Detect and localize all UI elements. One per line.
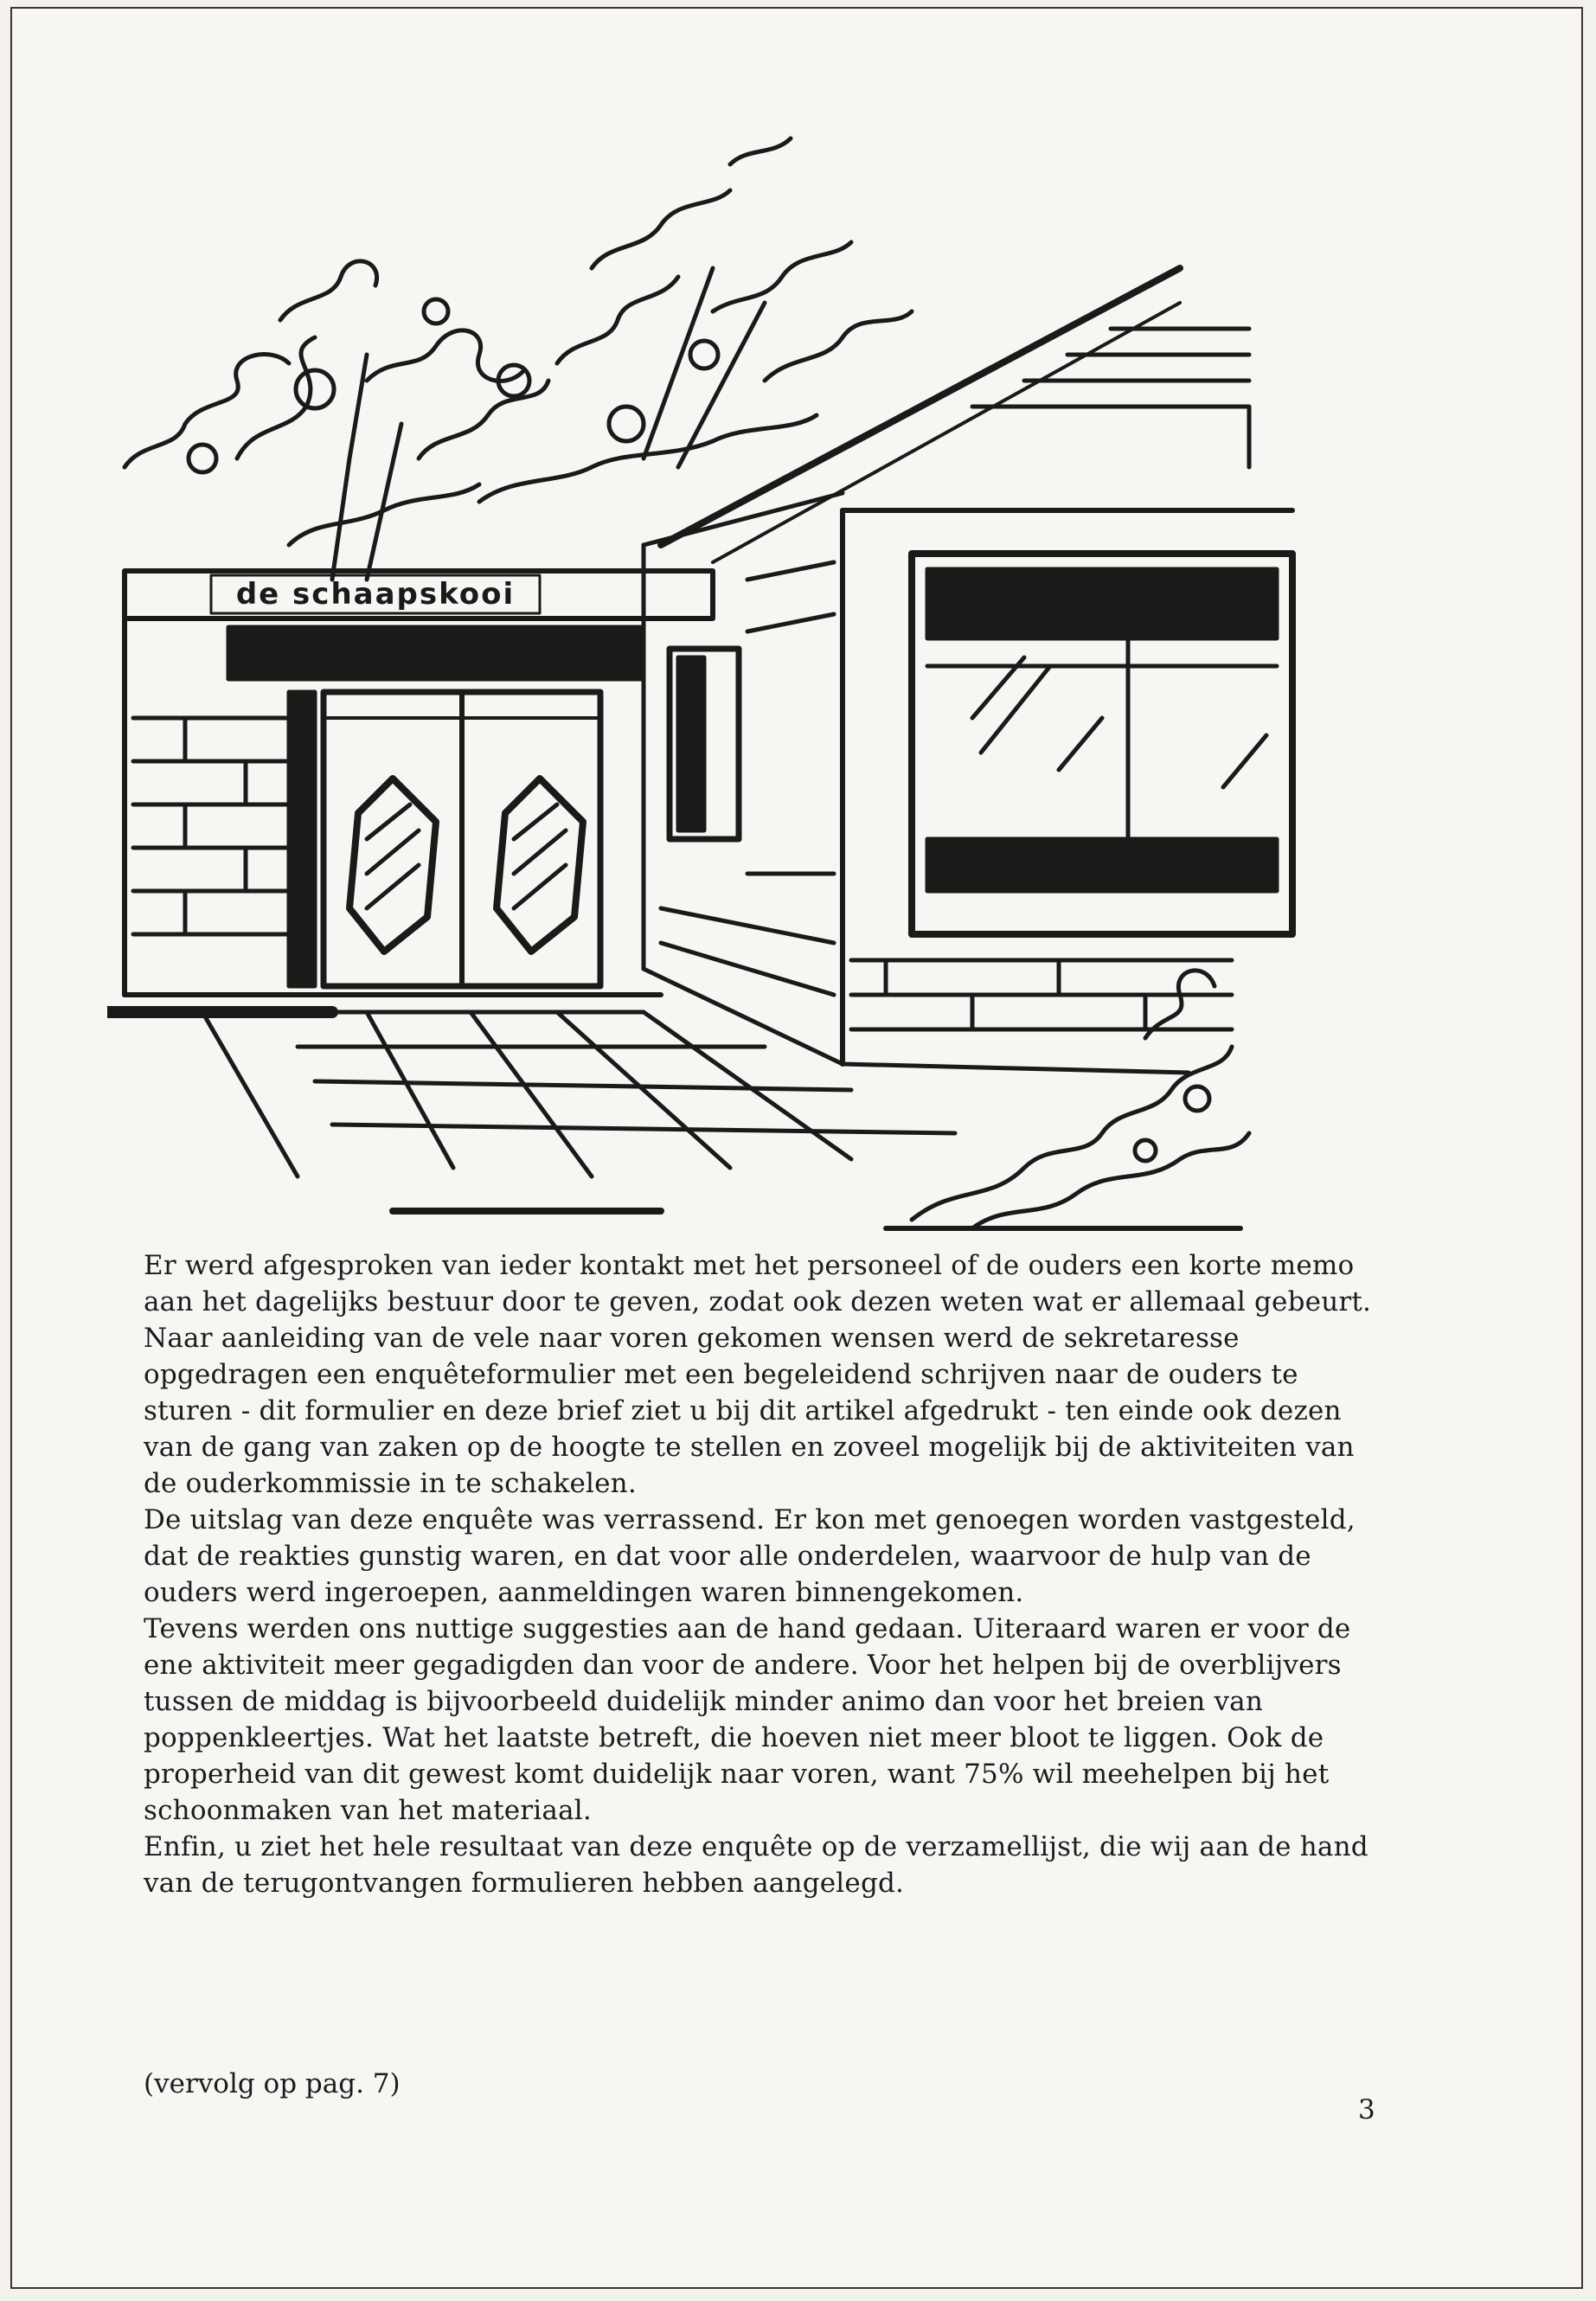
paragraph: Tevens werden ons nuttige suggesties aan de hand gedaan. Uiteraard waren er voor de ene aktiviteit meer gegadigden dan voor de andere. Voor het helpen bij de overblijvers tussen de middag is bijvoorbeeld duidelijk minder animo dan voor het breien van poppenkleertjes. Wat het laatste betreft, die hoeven niet meer bloot te liggen. Ook de properheid van dit gewest komt duidelijk naar voren, want 75% wil meehelpen bij het schoonmaken van het materiaal. bbox=[144, 1613, 1351, 1826]
page-number: 3 bbox=[1358, 2094, 1375, 2125]
paragraph: De uitslag van deze enquête was verrassend. Er kon met genoegen worden vastgesteld, dat de reakties gunstig waren, en dat voor alle onderdelen, waarvoor de hulp van de ouders werd ingeroepen, aanmeldingen waren binnengekomen. bbox=[144, 1504, 1356, 1608]
paragraph: Naar aanleiding van de vele naar voren gekomen wensen werd de sekretaresse opgedragen een enquêteformulier met een begeleidend schrijven naar de ouders te sturen - dit formulier en deze brief ziet u bij dit artikel afgedrukt - ten einde ook dezen van de gang van zaken op de hoogte te stellen en zoveel mogelijk bij de aktiviteiten van de ouderkommissie in te schakelen. bbox=[144, 1323, 1355, 1499]
paragraph: Enfin, u ziet het hele resultaat van deze enquête op de verzamellijst, die wij aan de hand van de terugontvangen formulieren hebben aangelegd. bbox=[144, 1831, 1368, 1899]
school-building-illustration bbox=[107, 95, 1310, 1237]
article-body bbox=[144, 1247, 1389, 1901]
continuation-note: (vervolg op pag. 7) bbox=[144, 2068, 401, 2099]
school-drawing bbox=[107, 95, 1310, 1237]
building-sign: de schaapskooi bbox=[235, 577, 516, 612]
paragraph: Er werd afgesproken van ieder kontakt met het personeel of de ouders een korte memo aan het dagelijks bestuur door te geven, zodat ook dezen weten wat er allemaal gebeurt. bbox=[144, 1250, 1372, 1317]
page-frame bbox=[10, 7, 1583, 2289]
